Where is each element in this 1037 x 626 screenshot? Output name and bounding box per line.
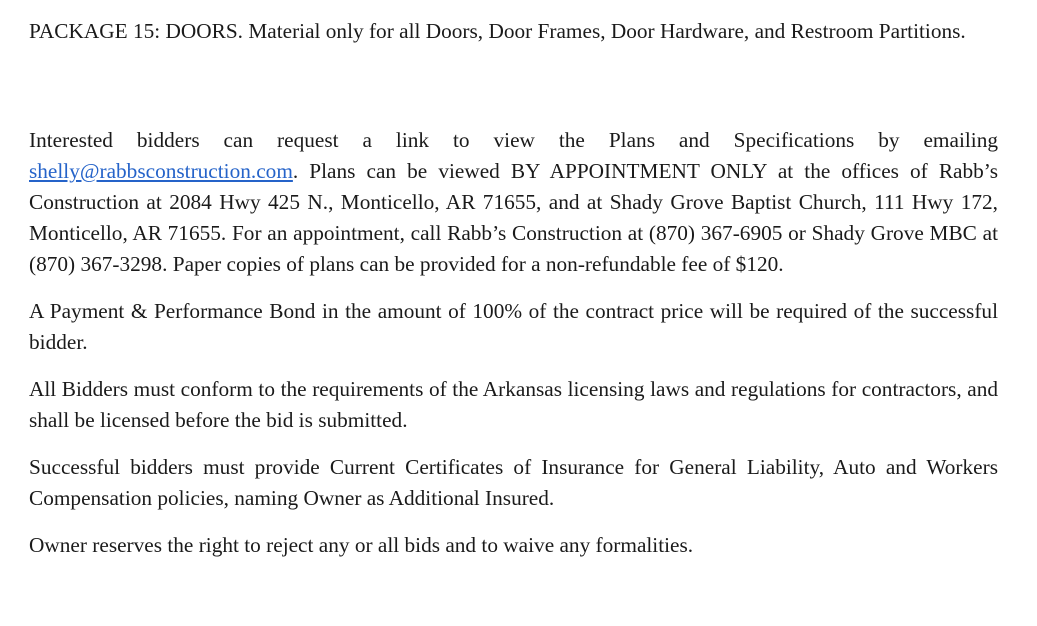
package-paragraph: PACKAGE 15: DOORS. Material only for all Doors, Door Frames, Door Hardware, and Restroom Partitions. — [29, 19, 966, 43]
licensing-paragraph: All Bidders must conform to the requirements of the Arkansas licensing laws and regulations for contractors, and shall be licensed before the bid is submitted. — [29, 377, 998, 432]
plans-paragraph — [29, 125, 998, 280]
insurance-paragraph: Successful bidders must provide Current Certificates of Insurance for General Liability, Auto and Workers Compensation policies, naming Owner as Additional Insured. — [29, 455, 998, 510]
rights-paragraph: Owner reserves the right to reject any or all bids and to waive any formalities. — [29, 533, 694, 557]
plans-intro-text: Interested bidders can request a link to view the Plans and Specifications by emailing — [29, 128, 998, 152]
document-body — [29, 16, 998, 561]
bond-paragraph: A Payment & Performance Bond in the amount of 100% of the contract price will be required of the successful bidder. — [29, 299, 998, 354]
email-link[interactable]: shelly@rabbsconstruction.com — [29, 159, 293, 183]
plans-details-text: . Plans can be viewed BY APPOINTMENT ONLY at the offices of Rabb’s Construction at 2084 Hwy 425 N., Monticello, AR 71655, and at Shady Grove Baptist Church, 111 Hwy 172, Monticello, AR 71655. For an appointment, call Rabb’s Construction at (870) 367-6905 or Shady Grove MBC at (870) 367-3298. Paper copies of plans can be provided for a non-refundable fee of $120. — [29, 159, 998, 276]
